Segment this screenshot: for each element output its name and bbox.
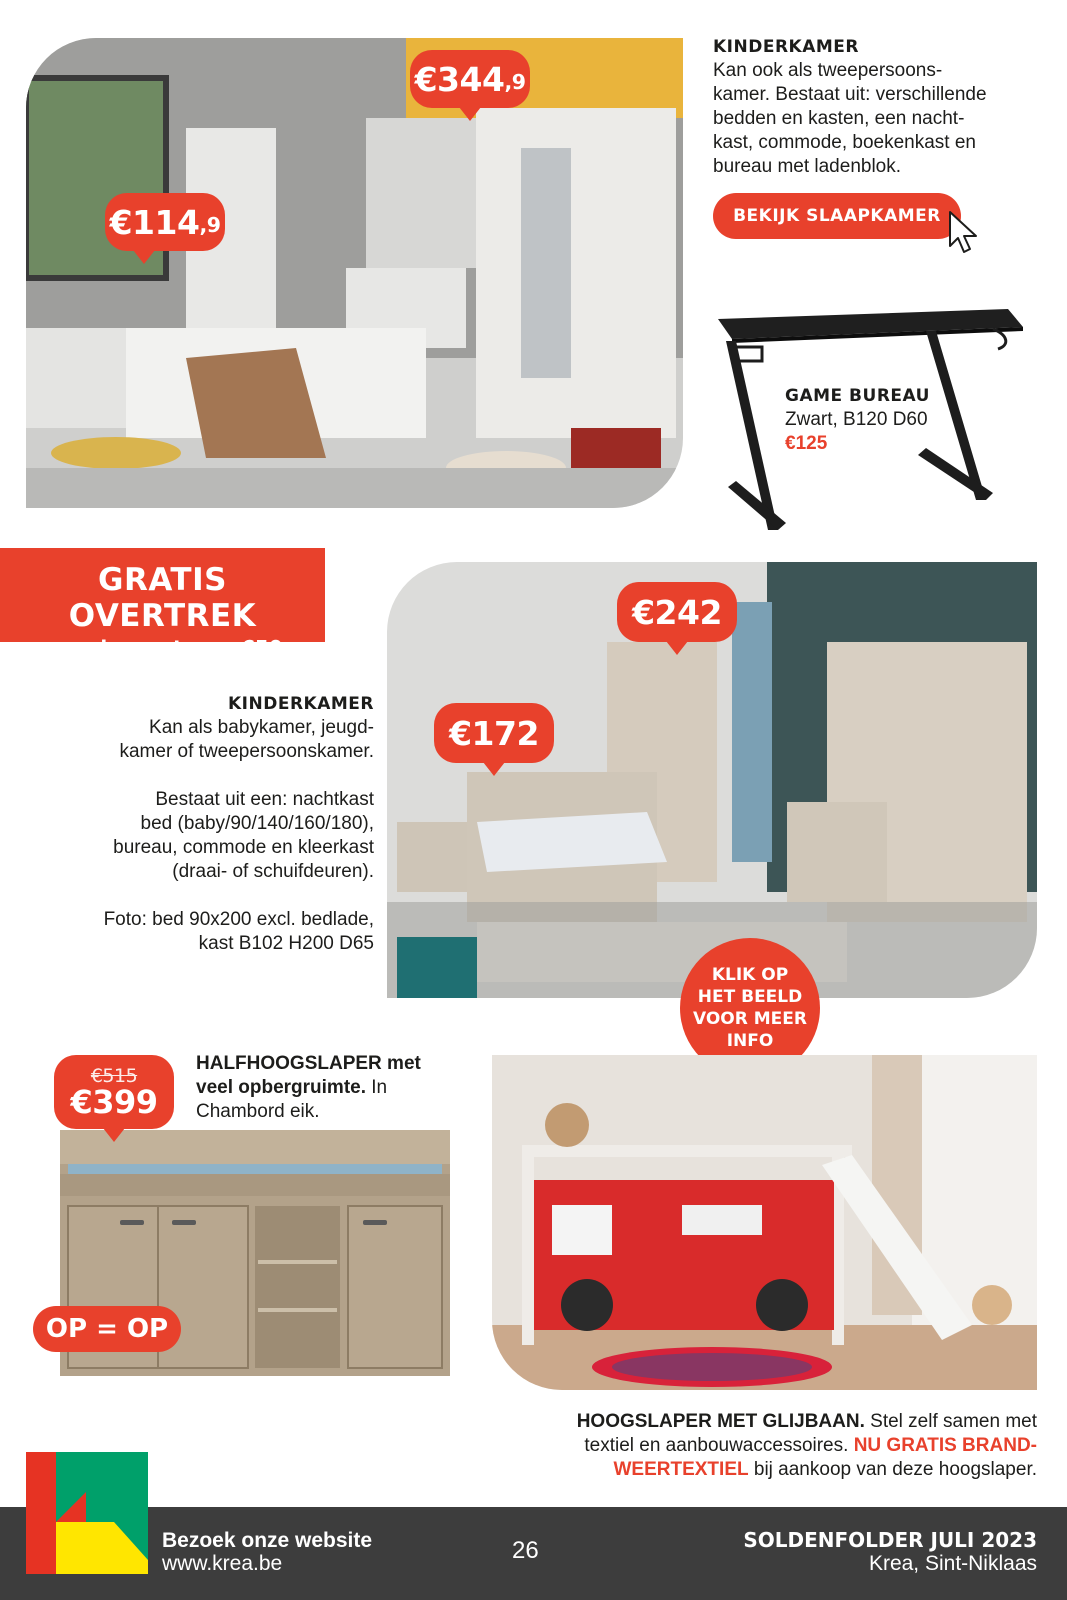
kinderkamer-2-text: [30, 692, 374, 956]
product-price: €125: [785, 433, 828, 454]
klik-line: KLIK OP: [711, 965, 789, 985]
price-main: €344: [414, 59, 505, 99]
price-decimal: ,9: [504, 69, 526, 94]
gratis-overtrek-banner: [0, 548, 325, 660]
price-tag-bed-2: [434, 703, 554, 763]
bedroom-photo-1[interactable]: [26, 38, 683, 508]
product-title: GAME BUREAU: [785, 386, 930, 406]
price-tag-wardrobe-2: [617, 582, 737, 642]
op-is-op-badge: [33, 1306, 181, 1352]
body-line: Bestaat uit een: nachtkast: [155, 789, 374, 810]
kinderkamer-1-text: [713, 35, 1043, 179]
visit-label: Bezoek onze website: [162, 1529, 373, 1552]
halfhoogslaper-text: [196, 1052, 456, 1124]
body-line: bed (baby/90/140/160/180),: [140, 813, 374, 834]
footer-bar: [0, 1507, 1067, 1600]
section-title: KINDERKAMER: [228, 694, 374, 714]
price-main: €114: [109, 202, 200, 242]
body-line: kast B102 H200 D65: [198, 933, 374, 954]
highlight-text: NU GRATIS BRAND-: [853, 1435, 1037, 1456]
price-main: €242: [632, 592, 722, 632]
body-text: textiel en aanbouwaccessoires.: [584, 1435, 854, 1456]
page-number: 26: [512, 1537, 539, 1564]
price-main: €172: [449, 713, 539, 753]
title-bold-2: veel opbergruimte.: [196, 1077, 366, 1098]
old-price: €515: [90, 1065, 138, 1087]
body-line: kamer of tweepersoonskamer.: [119, 741, 374, 762]
section-title: KINDERKAMER: [713, 37, 859, 57]
body-line: bureau, commode en kleerkast: [113, 837, 374, 858]
klik-line: INFO: [726, 1031, 774, 1051]
badge-label: OP = OP: [45, 1314, 169, 1344]
price-tag-bed: [105, 193, 225, 251]
body-line: (draai- of schuifdeuren).: [172, 861, 374, 882]
footer-folder-info: [743, 1529, 1037, 1575]
body-text: bij aankoop van deze hoogslaper.: [748, 1459, 1037, 1480]
bekijk-slaapkamer-button[interactable]: [713, 193, 961, 239]
highlight-text: WEERTEXTIEL: [613, 1459, 749, 1480]
title-bold: HOOGSLAPER MET GLIJBAAN.: [576, 1411, 865, 1432]
body-line: kast, commode, boekenkast en: [713, 132, 976, 153]
hoogslaper-text: [480, 1410, 1037, 1482]
folder-title: SOLDENFOLDER JULI 2023: [743, 1528, 1037, 1552]
body-line: Foto: bed 90x200 excl. bedlade,: [103, 909, 374, 930]
website-url[interactable]: www.krea.be: [162, 1552, 283, 1575]
product-spec: Zwart, B120 D60: [785, 409, 928, 430]
body-line: bedden en kasten, een nacht-: [713, 108, 965, 129]
body-text: Stel zelf samen met: [864, 1411, 1037, 1432]
body-line: kamer. Bestaat uit: verschillende: [713, 84, 987, 105]
body-line: Chambord eik.: [196, 1101, 320, 1122]
cursor-icon: [948, 210, 982, 256]
promo-line-1: GRATIS OVERTREK: [68, 562, 257, 634]
klik-line: VOOR MEER: [692, 1009, 807, 1029]
store-name: Krea, Sint-Niklaas: [868, 1552, 1037, 1575]
body-line: Kan als babykamer, jeugd-: [149, 717, 374, 738]
krea-logo-icon: [26, 1452, 148, 1574]
title-rest: In: [366, 1077, 388, 1098]
price-decimal: ,9: [199, 212, 221, 237]
body-line: Kan ook als tweepersoons-: [713, 60, 943, 81]
body-line: bureau met ladenblok.: [713, 156, 902, 177]
button-label: BEKIJK SLAAPKAMER: [733, 206, 941, 226]
price-tag-wardrobe: [410, 50, 530, 108]
hoogslaper-photo[interactable]: [492, 1055, 1037, 1390]
price-tag-halfhoogslaper: [54, 1055, 174, 1129]
price-main: €399: [70, 1083, 158, 1121]
klik-line: HET BEELD: [697, 987, 803, 1007]
game-bureau-text: [785, 384, 1025, 456]
title-bold: HALFHOOGSLAPER met: [196, 1053, 421, 1074]
promo-line-2: naar keuze t.w.v. €50: [42, 636, 283, 660]
footer-website[interactable]: [162, 1529, 372, 1575]
